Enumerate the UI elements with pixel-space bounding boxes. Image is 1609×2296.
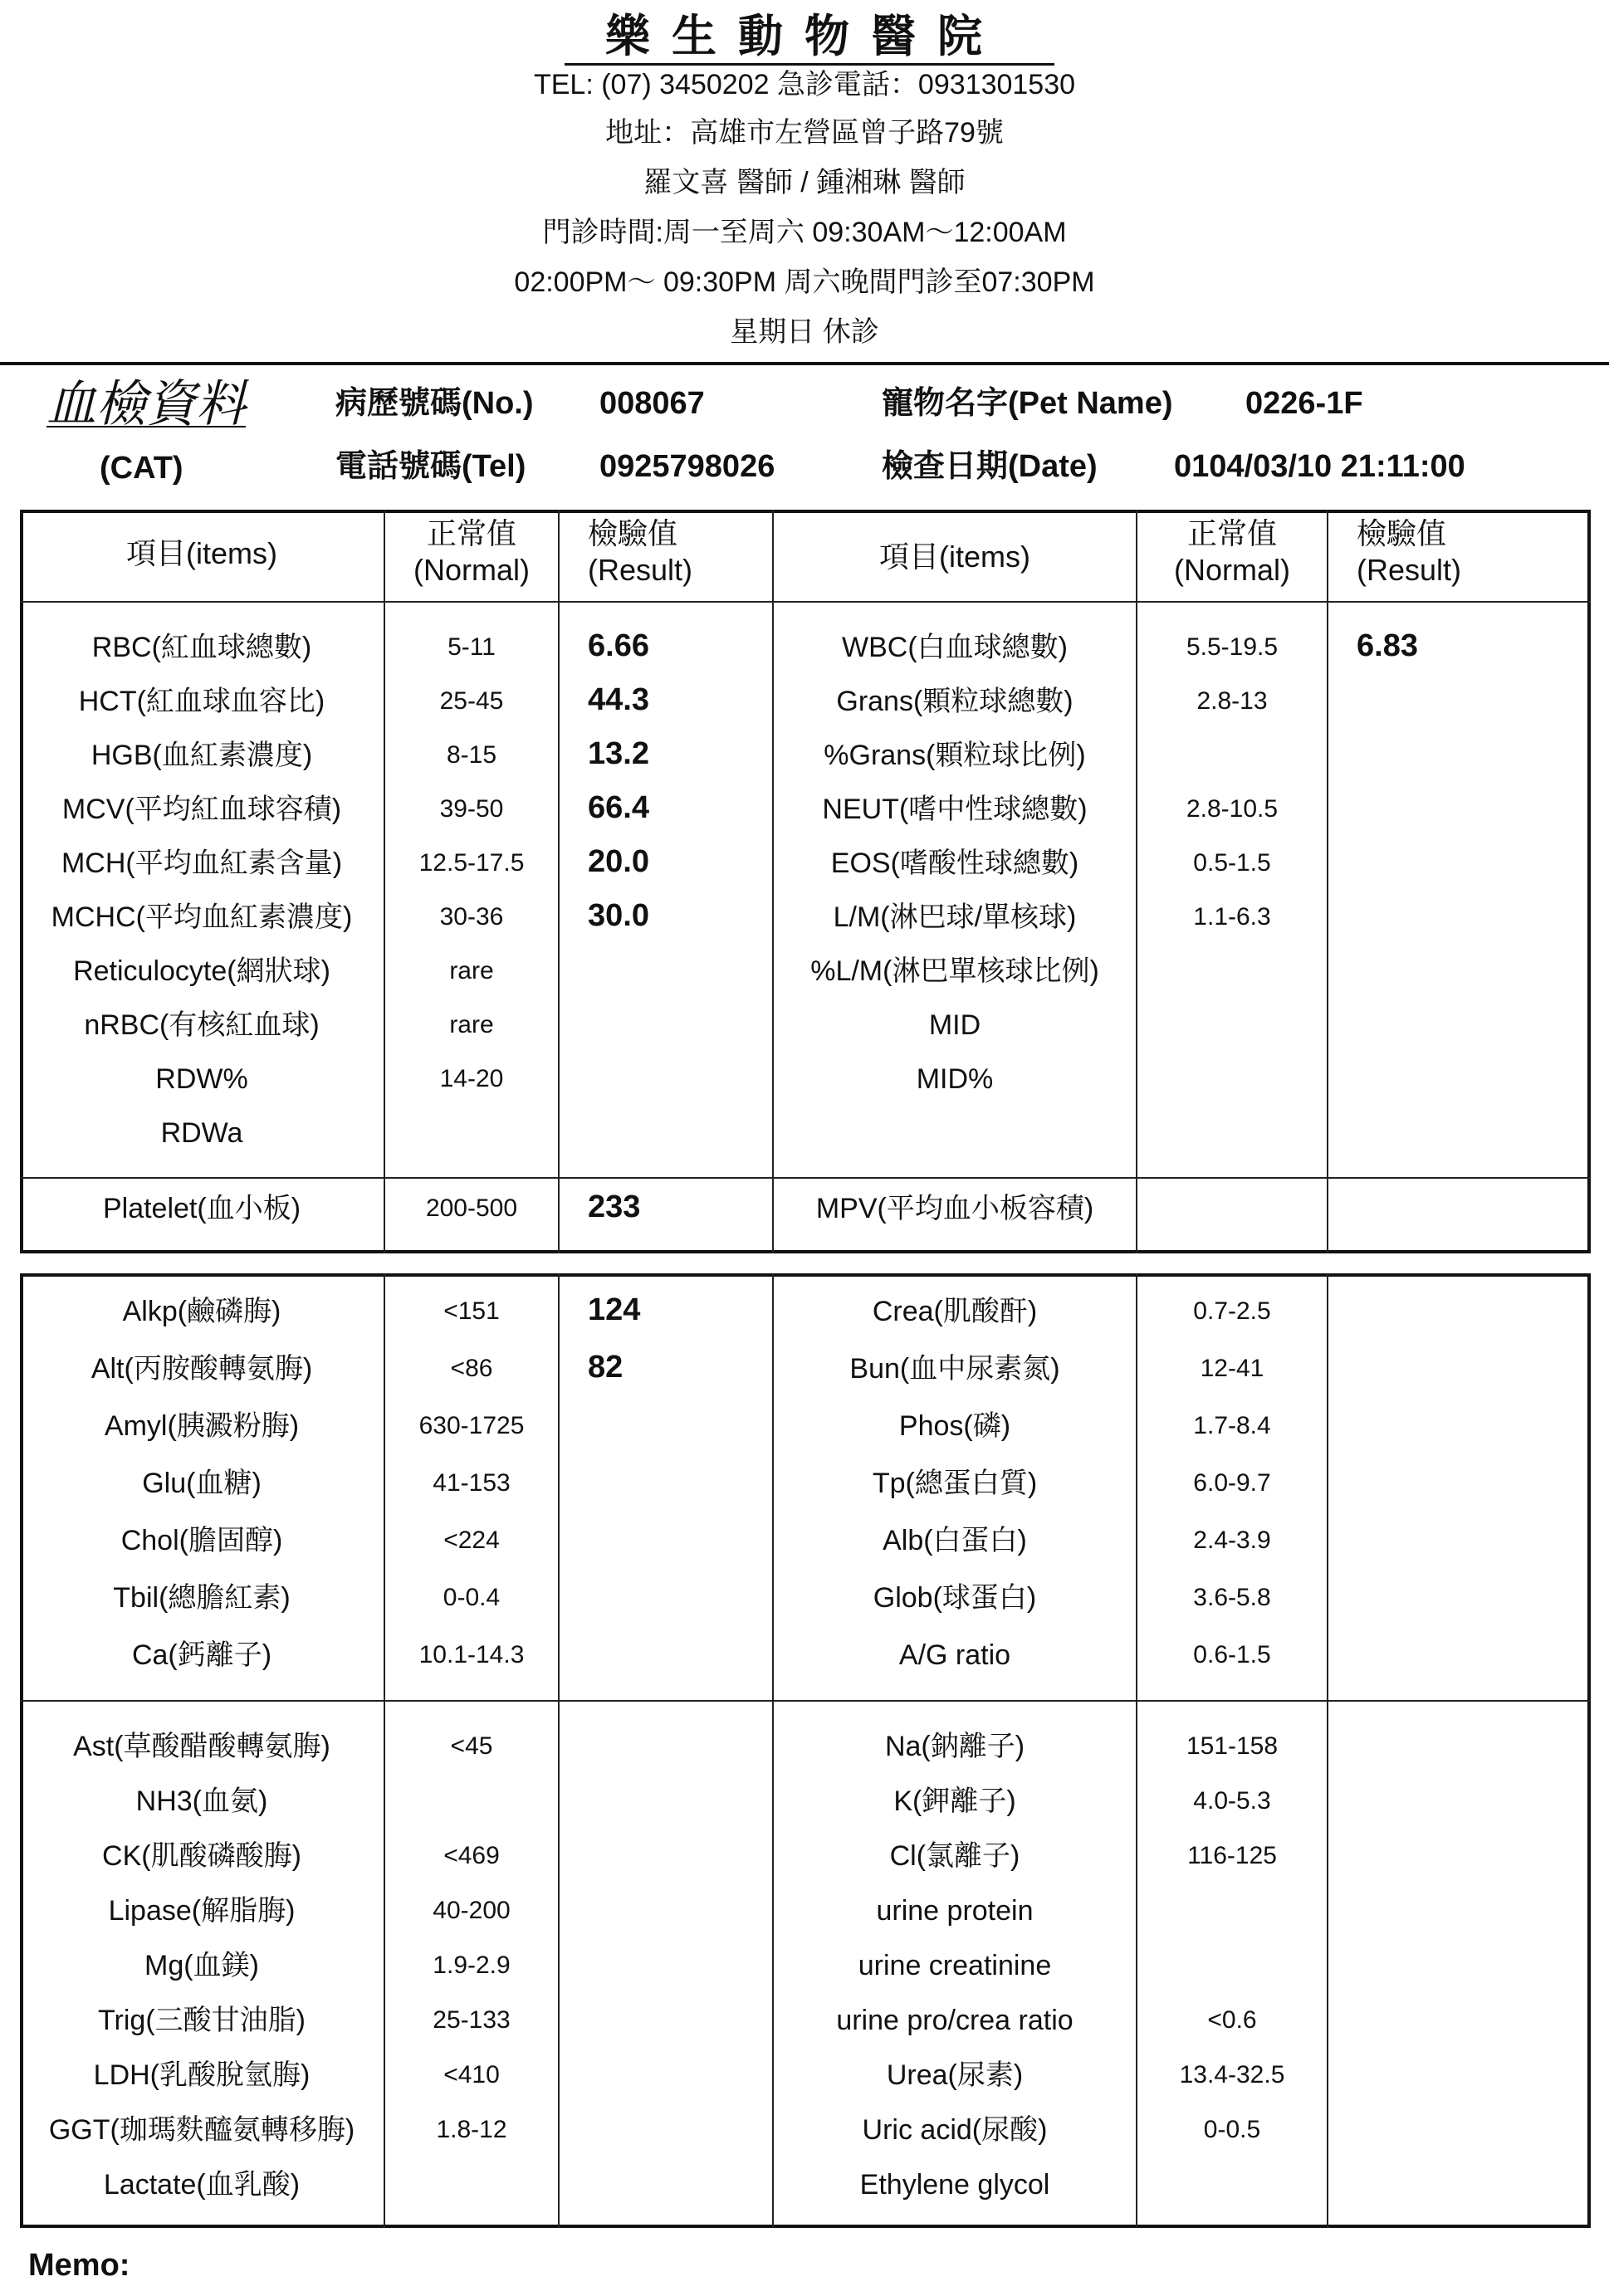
clinic-hours-line: 門診時間:周一至周六 09:30AM～12:00AM	[542, 217, 1067, 248]
chem-left-item-name: Ca(鈣離子)	[131, 1639, 272, 1671]
cbc-left-item-name: RDWa	[160, 1117, 243, 1149]
chem-right-normal-range: 0.6-1.5	[1193, 1641, 1271, 1668]
chem-right-item-name: Crea(肌酸酐)	[872, 1296, 1038, 1327]
cbc-left-result-value: 6.66	[588, 628, 649, 663]
header-divider	[0, 362, 1609, 365]
chem-left-normal-range: <224	[443, 1527, 500, 1554]
cbc-left-item-name: MCHC(平均血紅素濃度)	[51, 901, 353, 933]
chem-left-item-name: Chol(膽固醇)	[120, 1525, 283, 1556]
chem-left-normal-range: <86	[450, 1355, 493, 1382]
clinic-doctors-line: 羅文喜 醫師 / 鍾湘琳 醫師	[643, 167, 966, 198]
chem2-right-item-name: urine protein	[876, 1895, 1034, 1927]
chem-left-normal-range: 41-153	[433, 1469, 511, 1497]
chem2-right-item-name: Cl(氯離子)	[889, 1840, 1020, 1872]
chem2-left-normal-range: 1.8-12	[436, 2116, 507, 2143]
chem-left-item-name: Tbil(總膽紅素)	[113, 1582, 291, 1614]
col-divider	[1136, 510, 1137, 1253]
cbc-right-item-name: %Grans(顆粒球比例)	[824, 740, 1086, 771]
col-divider	[772, 510, 774, 1253]
header-normal-en: (Normal)	[413, 553, 530, 587]
cbc-left-normal-range: 30-36	[439, 903, 504, 931]
cbc-left-item-name: MCH(平均血紅素含量)	[61, 848, 343, 879]
date-label: 檢查日期(Date)	[882, 449, 1098, 484]
cbc-right-item-name: WBC(白血球總數)	[842, 632, 1068, 663]
chem2-left-normal-range: 25-133	[433, 2006, 511, 2034]
chem-left-normal-range: 630-1725	[418, 1412, 525, 1439]
chem2-left-item-name: NH3(血氨)	[135, 1786, 268, 1817]
cbc-left-normal-range: rare	[449, 1011, 494, 1038]
header-normal-zh: 正常值	[426, 516, 516, 550]
chem-left-normal-range: 10.1-14.3	[418, 1641, 525, 1668]
chem-left-item-name: Alkp(鹼磷脢)	[122, 1296, 281, 1327]
cbc-left-item-name: RDW%	[155, 1063, 248, 1095]
chem2-left-item-name: CK(肌酸磷酸脢)	[102, 1840, 301, 1872]
chem-right-normal-range: 12-41	[1200, 1355, 1264, 1382]
record-no-label: 病歷號碼(No.)	[335, 386, 534, 421]
chem-right-normal-range: 6.0-9.7	[1193, 1469, 1271, 1497]
cbc-right-normal-range: 1.1-6.3	[1193, 903, 1271, 931]
chem2-left-normal-range: <410	[443, 2061, 500, 2088]
cbc-right-item-name: EOS(嗜酸性球總數)	[830, 848, 1079, 879]
cbc-left-item-name: HGB(血紅素濃度)	[90, 740, 313, 771]
chem-left-item-name: Amyl(胰澱粉脢)	[104, 1410, 300, 1442]
chem2-right-normal-range: 13.4-32.5	[1179, 2061, 1285, 2088]
chem-right-normal-range: 1.7-8.4	[1193, 1412, 1271, 1439]
chem2-right-item-name: urine creatinine	[858, 1950, 1052, 1981]
cbc-right-normal-range: 0.5-1.5	[1193, 849, 1271, 877]
tel-value: 0925798026	[599, 449, 775, 484]
header-result-zh: 檢驗值	[1357, 516, 1447, 550]
cbc-left-item-name: nRBC(有核紅血球)	[84, 1009, 320, 1041]
cbc-right-normal-range: 2.8-10.5	[1186, 795, 1279, 823]
chem-left-normal-range: <151	[443, 1297, 500, 1325]
sheet-title: 血檢資料	[46, 375, 246, 433]
chem-right-item-name: A/G ratio	[898, 1639, 1011, 1671]
chem2-left-normal-range: 40-200	[433, 1897, 511, 1924]
chem2-right-normal-range: <0.6	[1207, 2006, 1257, 2034]
chem-right-item-name: Glob(球蛋白)	[873, 1582, 1037, 1614]
chem-left-result-value: 82	[588, 1350, 624, 1385]
chem2-left-item-name: Lactate(血乳酸)	[103, 2169, 301, 2201]
chem-right-normal-range: 3.6-5.8	[1193, 1584, 1271, 1611]
cbc-right-normal-range: 2.8-13	[1196, 687, 1268, 715]
cbc-left-normal-range: 12.5-17.5	[418, 849, 525, 877]
cbc-left-item-name: Reticulocyte(網狀球)	[73, 955, 330, 987]
col-divider	[1327, 510, 1328, 1253]
chem2-left-item-name: Trig(三酸甘油脂)	[98, 2005, 306, 2036]
pet-name-label: 寵物名字(Pet Name)	[882, 386, 1173, 421]
chem2-left-normal-range: 1.9-2.9	[433, 1952, 511, 1979]
chem-left-result-value: 124	[588, 1292, 641, 1327]
record-no-value: 008067	[599, 386, 705, 421]
chem2-left-normal-range: <45	[450, 1732, 493, 1760]
date-value: 0104/03/10 21:11:00	[1174, 449, 1465, 484]
header-normal-en: (Normal)	[1174, 553, 1290, 587]
cbc-left-normal-range: 25-45	[439, 687, 504, 715]
chem2-left-item-name: GGT(珈瑪麩醯氨轉移脢)	[48, 2114, 355, 2146]
header-result-en: (Result)	[588, 553, 693, 587]
cbc-left-result-value: 30.0	[588, 898, 649, 933]
platelet-item-name: Platelet(血小板)	[102, 1193, 301, 1224]
clinic-hours-evening-line: 02:00PM～ 09:30PM 周六晚間門診至07:30PM	[514, 266, 1095, 298]
clinic-address-line: 地址：高雄市左營區曾子路79號	[605, 117, 1004, 149]
cbc-right-item-name: %L/M(淋巴單核球比例)	[810, 955, 1099, 987]
chem2-right-item-name: Ethylene glycol	[859, 2169, 1050, 2201]
cbc-left-normal-range: 14-20	[439, 1065, 504, 1092]
cbc-left-result-value: 66.4	[588, 790, 649, 825]
cbc-left-normal-range: 39-50	[439, 795, 504, 823]
chem2-right-normal-range: 116-125	[1187, 1842, 1277, 1869]
chem-right-item-name: Tp(總蛋白質)	[872, 1468, 1038, 1499]
chem2-right-item-name: Na(鈉離子)	[884, 1731, 1025, 1762]
cbc-right-item-name: Grans(顆粒球總數)	[836, 686, 1073, 717]
col-divider	[558, 1273, 560, 2228]
clinic-closed-line: 星期日 休診	[730, 316, 879, 348]
chem2-right-normal-range: 151-158	[1186, 1732, 1279, 1760]
chem2-left-normal-range: <469	[443, 1842, 500, 1869]
memo-label: Memo:	[28, 2248, 130, 2283]
header-result-en: (Result)	[1357, 553, 1462, 587]
cbc-header-rule	[20, 601, 1591, 603]
chem-left-item-name: Glu(血糖)	[142, 1468, 262, 1499]
pet-name-value: 0226-1F	[1245, 386, 1363, 421]
cbc-right-result-value: 6.83	[1357, 628, 1418, 663]
chem-right-item-name: Phos(磷)	[898, 1410, 1011, 1442]
cbc-right-item-name: NEUT(嗜中性球總數)	[822, 794, 1088, 825]
clinic-phone-line: TEL: (07) 3450202 急診電話：0931301530	[533, 69, 1076, 100]
chem2-right-normal-range: 4.0-5.3	[1193, 1787, 1271, 1815]
cbc-left-item-name: MCV(平均紅血球容積)	[61, 794, 342, 825]
chem2-right-item-name: Urea(尿素)	[886, 2059, 1024, 2091]
cbc-platelet-rule	[20, 1177, 1591, 1179]
chem2-left-item-name: Lipase(解脂脢)	[108, 1895, 296, 1927]
cbc-right-normal-range: 5.5-19.5	[1186, 633, 1279, 661]
chem-right-item-name: Alb(白蛋白)	[883, 1525, 1027, 1556]
platelet-result-value: 233	[588, 1190, 641, 1224]
header-normal-zh: 正常值	[1186, 516, 1277, 550]
cbc-left-item-name: HCT(紅血球血容比)	[78, 686, 325, 717]
col-divider	[384, 510, 385, 1253]
cbc-right-item-name: L/M(淋巴球/單核球)	[833, 901, 1077, 933]
header-result-zh: 檢驗值	[588, 516, 678, 550]
cbc-left-result-value: 13.2	[588, 736, 649, 771]
chem2-right-normal-range: 0-0.5	[1203, 2116, 1261, 2143]
cbc-right-item-name: MID	[928, 1009, 981, 1041]
chem2-left-item-name: Mg(血鎂)	[144, 1950, 259, 1981]
mpv-item-name: MPV(平均血小板容積)	[815, 1193, 1094, 1224]
cbc-left-result-value: 20.0	[588, 844, 649, 879]
chem-left-item-name: Alt(丙胺酸轉氨脢)	[90, 1353, 313, 1385]
chem-left-normal-range: 0-0.4	[443, 1584, 501, 1611]
cbc-left-normal-range: 5-11	[447, 633, 496, 661]
cbc-right-item-name: MID%	[916, 1063, 994, 1095]
chem2-right-item-name: Uric acid(尿酸)	[862, 2114, 1048, 2146]
clinic-name: 樂生動物醫院	[605, 9, 1004, 62]
chem2-left-item-name: LDH(乳酸脫氫脢)	[93, 2059, 311, 2091]
chemistry-section-rule	[20, 1700, 1591, 1702]
clinic-name-underline	[565, 63, 1054, 66]
header-items: 項目(items)	[126, 536, 277, 570]
chem-right-normal-range: 0.7-2.5	[1193, 1297, 1271, 1325]
col-divider	[558, 510, 560, 1253]
species-label: (CAT)	[100, 451, 183, 486]
cbc-left-result-value: 44.3	[588, 682, 649, 717]
cbc-left-item-name: RBC(紅血球總數)	[91, 632, 312, 663]
chem-right-item-name: Bun(血中尿素氮)	[849, 1353, 1060, 1385]
cbc-left-normal-range: 8-15	[446, 741, 497, 769]
cbc-left-normal-range: rare	[449, 957, 494, 984]
chem2-right-item-name: urine pro/crea ratio	[836, 2005, 1073, 2036]
platelet-normal-range: 200-500	[425, 1194, 518, 1222]
chem2-left-item-name: Ast(草酸醋酸轉氨脢)	[73, 1731, 330, 1762]
header-items: 項目(items)	[879, 540, 1030, 574]
tel-label: 電話號碼(Tel)	[335, 449, 526, 484]
col-divider	[1327, 1273, 1328, 2228]
chem2-right-item-name: K(鉀離子)	[893, 1786, 1016, 1817]
chem-right-normal-range: 2.4-3.9	[1193, 1527, 1271, 1554]
